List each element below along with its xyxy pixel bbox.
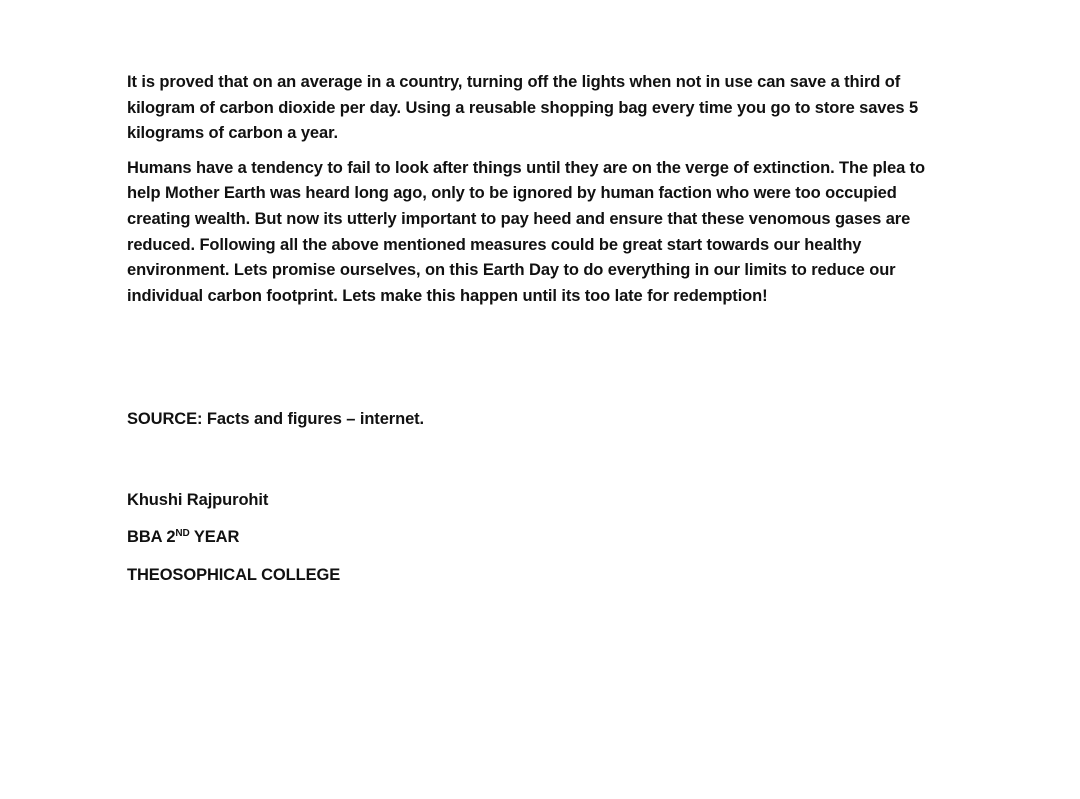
author-college: THEOSOPHICAL COLLEGE	[127, 566, 341, 584]
course-ordinal-superscript: ND	[175, 528, 190, 539]
author-course	[127, 526, 239, 548]
source-note: SOURCE: Facts and figures – internet.	[127, 410, 425, 428]
course-prefix: BBA 2	[127, 528, 176, 546]
course-suffix: YEAR	[189, 528, 240, 546]
article-body	[127, 70, 957, 309]
paragraph-conclusion: Humans have a tendency to fail to look after things until they are on the verge of extinction. The plea to help Mother Earth was heard long ago, only to be ignored by human faction who were too occupied creating wealth. But now its utterly important to pay heed and ensure that these venomous gases are reduced. Following all the above mentioned measures could be great start towards our healthy environment. Lets promise ourselves, on this Earth Day to do everything in our limits to reduce our individual carbon footprint. Lets make this happen until its too late for redemption!	[127, 158, 926, 305]
paragraph-carbon-facts: It is proved that on an average in a country, turning off the lights when not in use can save a third of kilogram of carbon dioxide per day. Using a reusable shopping bag every time you go to store saves 5 kilograms of carbon a year.	[127, 73, 919, 143]
author-name: Khushi Rajpurohit	[127, 491, 269, 509]
